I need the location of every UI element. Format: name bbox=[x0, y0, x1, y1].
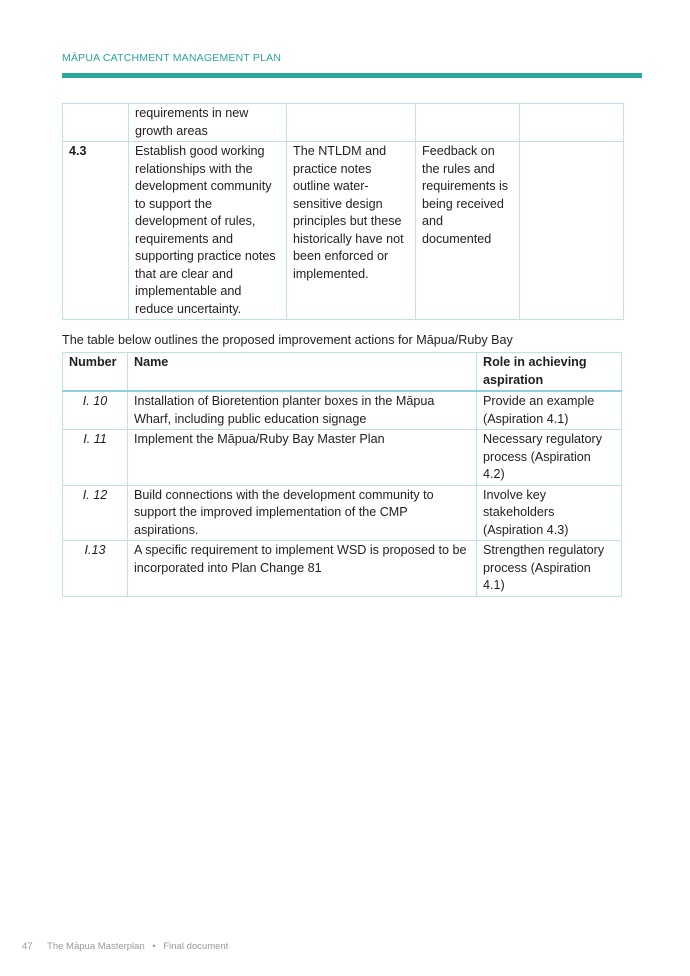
cell-current bbox=[287, 104, 416, 142]
cell-name: Installation of Bioretention planter boxes in the Māpua Wharf, including public education signage bbox=[128, 391, 477, 430]
intro-paragraph: The table below outlines the proposed improvement actions for Māpua/Ruby Bay bbox=[62, 333, 513, 347]
cell-number: I.13 bbox=[63, 541, 128, 597]
document-status: Final document bbox=[163, 941, 229, 952]
table-row bbox=[63, 104, 624, 142]
document-title: The Māpua Masterplan bbox=[47, 941, 145, 952]
header-name: Name bbox=[128, 353, 477, 392]
table-row bbox=[63, 541, 622, 597]
cell-role: Strengthen regulatory process (Aspiration 4.1) bbox=[477, 541, 622, 597]
page-number: 47 bbox=[22, 941, 33, 952]
page-footer bbox=[22, 941, 228, 952]
table-row bbox=[63, 391, 622, 430]
header-role: Role in achieving aspiration bbox=[477, 353, 622, 392]
cell-number: I. 11 bbox=[63, 430, 128, 486]
improvement-actions-table bbox=[62, 352, 622, 597]
cell-aspiration: Establish good working relationships with the development community to support the development of rules, requirements and supporting practice notes that are clear and implementable and reduce uncertainty. bbox=[129, 142, 287, 320]
cell-number: I. 12 bbox=[63, 485, 128, 541]
cell-name: A specific requirement to implement WSD is proposed to be incorporated into Plan Change 81 bbox=[128, 541, 477, 597]
table-row bbox=[63, 430, 622, 486]
cell-number bbox=[63, 104, 129, 142]
footer-separator: • bbox=[152, 941, 156, 952]
cell-number: 4.3 bbox=[63, 142, 129, 320]
cell-indicator: Feedback on the rules and requirements is being received and documented bbox=[416, 142, 520, 320]
header-rule bbox=[62, 73, 642, 78]
cell-role: Provide an example (Aspiration 4.1) bbox=[477, 391, 622, 430]
cell-name: Build connections with the development community to support the improved implementation of the CMP aspirations. bbox=[128, 485, 477, 541]
cell-number: I. 10 bbox=[63, 391, 128, 430]
cell-name: Implement the Māpua/Ruby Bay Master Plan bbox=[128, 430, 477, 486]
table-row bbox=[63, 142, 624, 320]
cell-role: Involve key stakeholders (Aspiration 4.3) bbox=[477, 485, 622, 541]
running-header: MĀPUA CATCHMENT MANAGEMENT PLAN bbox=[62, 52, 282, 64]
table-header-row bbox=[63, 353, 622, 392]
cell-notes bbox=[520, 142, 624, 320]
cell-role: Necessary regulatory process (Aspiration 4.2) bbox=[477, 430, 622, 486]
cell-notes bbox=[520, 104, 624, 142]
table-row bbox=[63, 485, 622, 541]
cell-current: The NTLDM and practice notes outline water-sensitive design principles but these historically have not been enforced or implemented. bbox=[287, 142, 416, 320]
header-number: Number bbox=[63, 353, 128, 392]
cell-aspiration: requirements in new growth areas bbox=[129, 104, 287, 142]
cell-indicator bbox=[416, 104, 520, 142]
aspiration-table bbox=[62, 103, 624, 320]
